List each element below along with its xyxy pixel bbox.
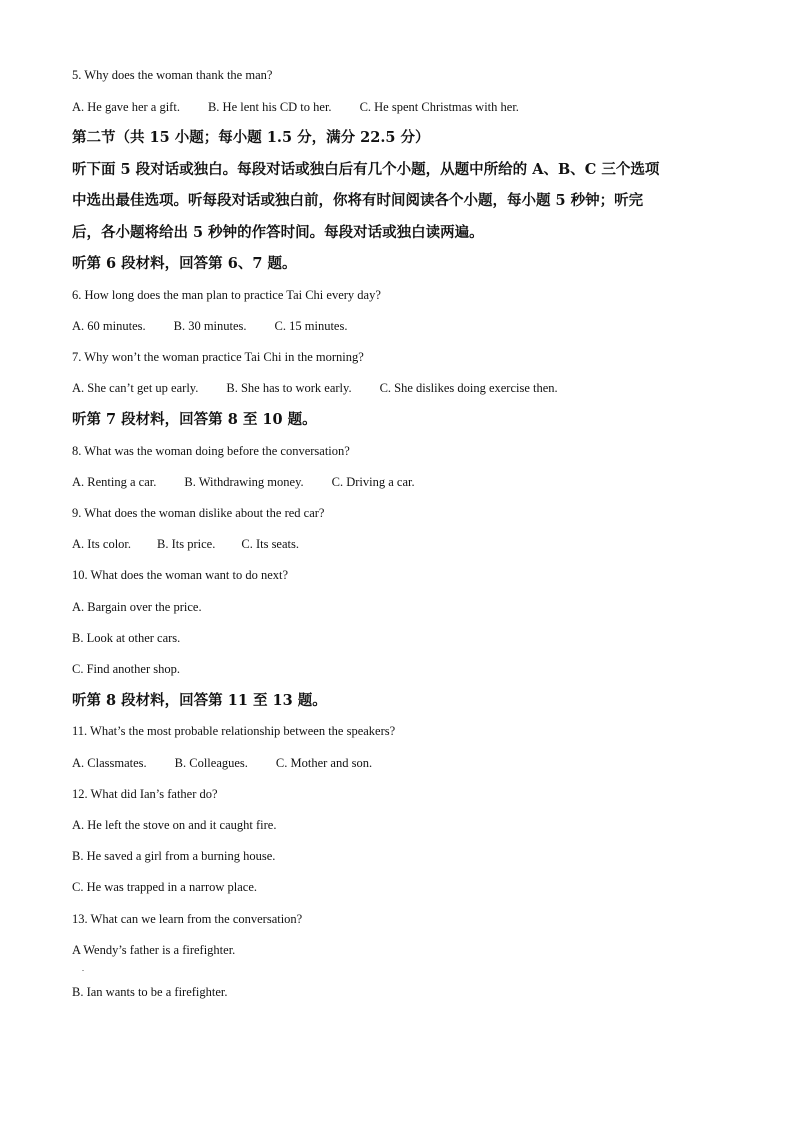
option-b: B. She has to work early.	[226, 381, 352, 395]
section-2-instruction-line-3: 后，各小题将给出 5 秒钟的作答时间。每段对话或独白读两遍。	[72, 224, 484, 241]
section-2-title: 第二节（共 15 小题；每小题 1.5 分，满分 22.5 分）	[72, 129, 430, 146]
option-a: A. 60 minutes.	[72, 319, 146, 333]
question-6-stem: 6. How long does the man plan to practice Tai Chi every day?	[72, 288, 381, 302]
option-b: B. 30 minutes.	[173, 319, 247, 333]
option-c: C. She dislikes doing exercise then.	[379, 381, 558, 395]
question-10-stem: 10. What does the woman want to do next?	[72, 568, 289, 582]
option-a: A. Classmates.	[72, 756, 147, 770]
option-b: B. Its price.	[157, 537, 216, 551]
question-5-options	[72, 99, 519, 115]
question-13-option-b: B. Ian wants to be a firefighter.	[72, 985, 228, 999]
option-a: A. He gave her a gift.	[72, 100, 180, 114]
question-10-option-a: A. Bargain over the price.	[72, 600, 202, 614]
question-10-option-c: C. Find another shop.	[72, 662, 180, 676]
material-6-heading: 听第 6 段材料，回答第 6、7 题。	[72, 255, 297, 272]
question-11-options	[72, 755, 372, 771]
question-9-stem: 9. What does the woman dislike about the red car?	[72, 506, 325, 520]
option-a: A. Its color.	[72, 537, 132, 551]
question-12-option-b: B. He saved a girl from a burning house.	[72, 849, 276, 863]
material-7-heading: 听第 7 段材料，回答第 8 至 10 题。	[72, 411, 317, 428]
material-8-heading: 听第 8 段材料，回答第 11 至 13 题。	[72, 692, 327, 709]
question-11-stem: 11. What’s the most probable relationship between the speakers?	[72, 724, 396, 738]
question-13-option-a: A Wendy’s father is a firefighter.	[72, 943, 236, 957]
option-c: C. Its seats.	[241, 537, 299, 551]
question-12-option-c: C. He was trapped in a narrow place.	[72, 880, 257, 894]
option-a: A. She can’t get up early.	[72, 381, 199, 395]
option-b: B. Colleagues.	[174, 756, 248, 770]
section-2-instruction-line-1: 听下面 5 段对话或独白。每段对话或独白后有几个小题，从题中所给的 A、B、C 三个选项	[72, 161, 660, 178]
option-b: B. He lent his CD to her.	[207, 100, 332, 114]
question-5-stem: 5. Why does the woman thank the man?	[72, 68, 273, 82]
question-9-options	[72, 536, 299, 552]
question-7-options	[72, 380, 558, 396]
question-12-stem: 12. What did Ian’s father do?	[72, 787, 218, 801]
stray-mark: .	[82, 964, 84, 973]
section-2-instruction-line-2: 中选出最佳选项。听每段对话或独白前，你将有时间阅读各个小题，每小题 5 秒钟；听完	[72, 192, 644, 209]
option-c: C. Driving a car.	[331, 475, 415, 489]
question-12-option-a: A. He left the stove on and it caught fire.	[72, 818, 277, 832]
question-8-options	[72, 474, 415, 490]
option-b: B. Withdrawing money.	[184, 475, 304, 489]
question-7-stem: 7. Why won’t the woman practice Tai Chi in the morning?	[72, 350, 364, 364]
option-c: C. He spent Christmas with her.	[359, 100, 519, 114]
question-10-option-b: B. Look at other cars.	[72, 631, 181, 645]
question-6-options	[72, 318, 347, 334]
option-a: A. Renting a car.	[72, 475, 157, 489]
option-c: C. Mother and son.	[275, 756, 373, 770]
option-c: C. 15 minutes.	[274, 319, 348, 333]
question-13-stem: 13. What can we learn from the conversation?	[72, 912, 303, 926]
question-8-stem: 8. What was the woman doing before the conversation?	[72, 444, 350, 458]
